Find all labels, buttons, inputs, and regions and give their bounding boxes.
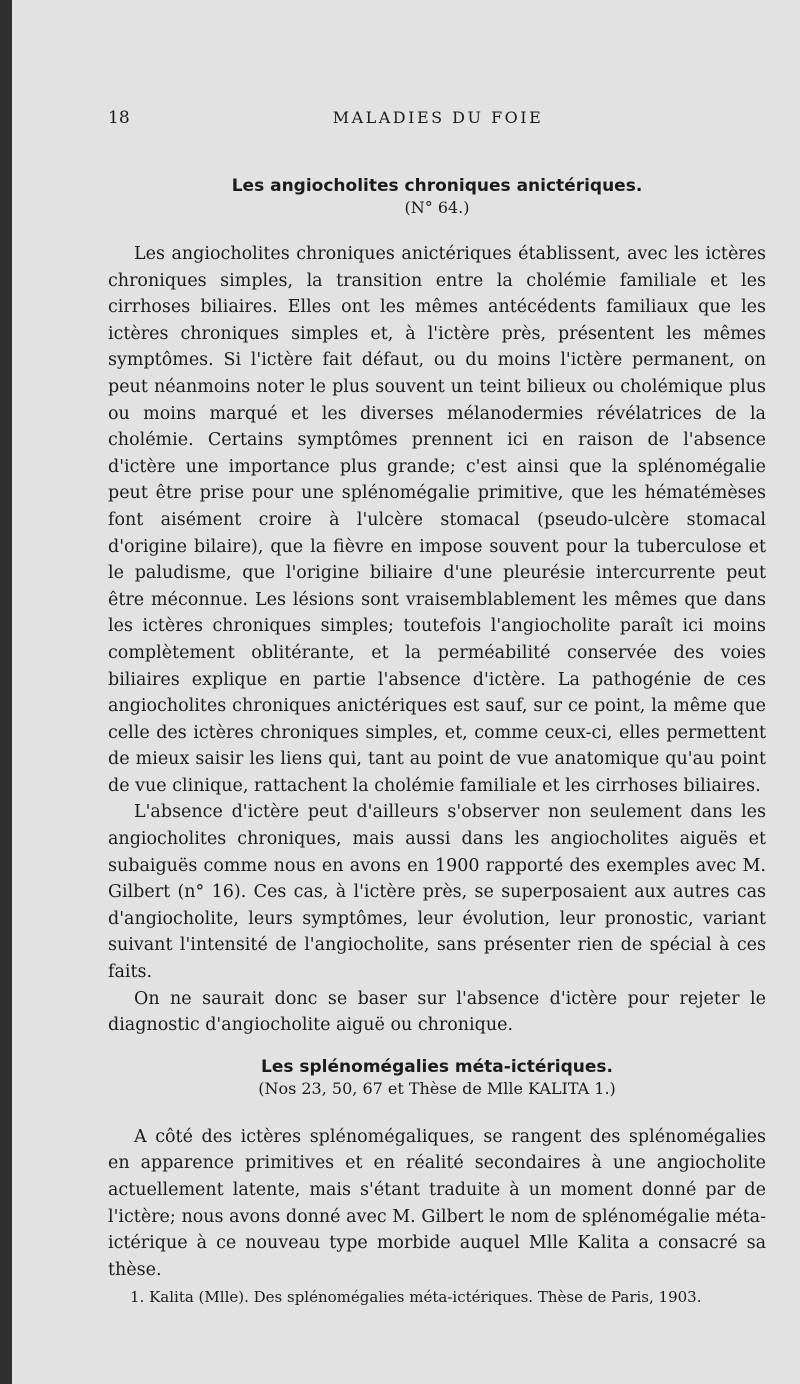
- page-number: 18: [108, 108, 130, 128]
- running-title: MALADIES DU FOIE: [332, 108, 544, 127]
- footnote: 1. Kalita (Mlle). Des splénomégalies méta-ictériques. Thèse de Paris, 1903.: [130, 1288, 702, 1306]
- paragraph-splenomegalies-1: A côté des ictères splénomégaliques, se rangent des splénomégalies en apparence primitives et en réalité secondaires à une angiocholite actuellement latente, mais s'étant traduite à un moment donné par de l'ictère; nous avons donné avec M. Gilbert le nom de splénomégalie méta-ictérique à ce nouveau type morbide auquel Mlle Kalita a consacré sa thèse.: [108, 1126, 766, 1280]
- paragraph-angiocholites-3: On ne saurait donc se baser sur l'absence d'ictère pour rejeter le diagnostic d'angiocholite aiguë ou chronique.: [108, 988, 766, 1036]
- section-subtitle-splenomegalies: (Nos 23, 50, 67 et Thèse de Mlle KALITA 1.): [258, 1078, 616, 1098]
- section-title-angiocholites: Les angiocholites chroniques anictériques.: [231, 176, 643, 196]
- page-sheet: [12, 0, 800, 1384]
- paragraph-angiocholites-2: L'absence d'ictère peut d'ailleurs s'observer non seulement dans les angiocholites chroniques, mais aussi dans les angiocholites aiguës et subaiguës comme nous en avons en 1900 rapporté des exemples avec M. Gilbert (n° 16). Ces cas, à l'ictère près, se superposaient aux autres cas d'angiocholite, leurs symptômes, leur évolution, leur pronostic, variant suivant l'intensité de l'angiocholite, sans présenter rien de spécial à ces faits.: [108, 802, 766, 983]
- section-title-splenomegalies: Les splénomégalies méta-ictériques.: [261, 1056, 613, 1077]
- paragraph-angiocholites-1: Les angiocholites chroniques anictériques établissent, avec les ictères chroniques simples, la transition entre la cholémie familiale et les cirrhoses biliaires. Elles ont les mêmes antécédents familiaux que les ictères chroniques simples et, à l'ictère près, présentent les mêmes symptômes. Si l'ictère fait défaut, ou du moins l'ictère permanent, on peut néanmoins noter le plus souvent un teint bilieux ou cholémique plus ou moins marqué et les diverses mélanodermies révélatrices de la cholémie. Certains symptômes prennent ici en raison de l'absence d'ictère une importance plus grande; c'est ainsi que la splénomégalie peut être prise pour une splénomégalie primitive, que les hématémèses font aisément croire à l'ulcère stomacal (pseudo-ulcère stomacal d'origine bilaire), que la fièvre en impose souvent pour la tuberculose et le paludisme, que l'origine biliaire d'une pleurésie intercurrente peut être méconnue. Les lésions sont vraisemblablement les mêmes que dans les ictères chroniques simples; toutefois l'angiocholite paraît ici moins complètement oblitérante, et la perméabilité conservée des voies biliaires explique en partie l'absence d'ictère. La pathogénie de ces angiocholites chroniques anictériques est sauf, sur ce point, la même que celle des ictères chroniques simples, et, comme ceux-ci, elles permettent de mieux saisir les liens qui, tant au point de vue anatomique qu'au point de vue clinique, rattachent la cholémie familiale et les cirrhoses biliaires.: [108, 244, 766, 796]
- section-subtitle-angiocholites: (N° 64.): [404, 198, 470, 217]
- page-header: [108, 108, 768, 134]
- page-body: [108, 168, 766, 1283]
